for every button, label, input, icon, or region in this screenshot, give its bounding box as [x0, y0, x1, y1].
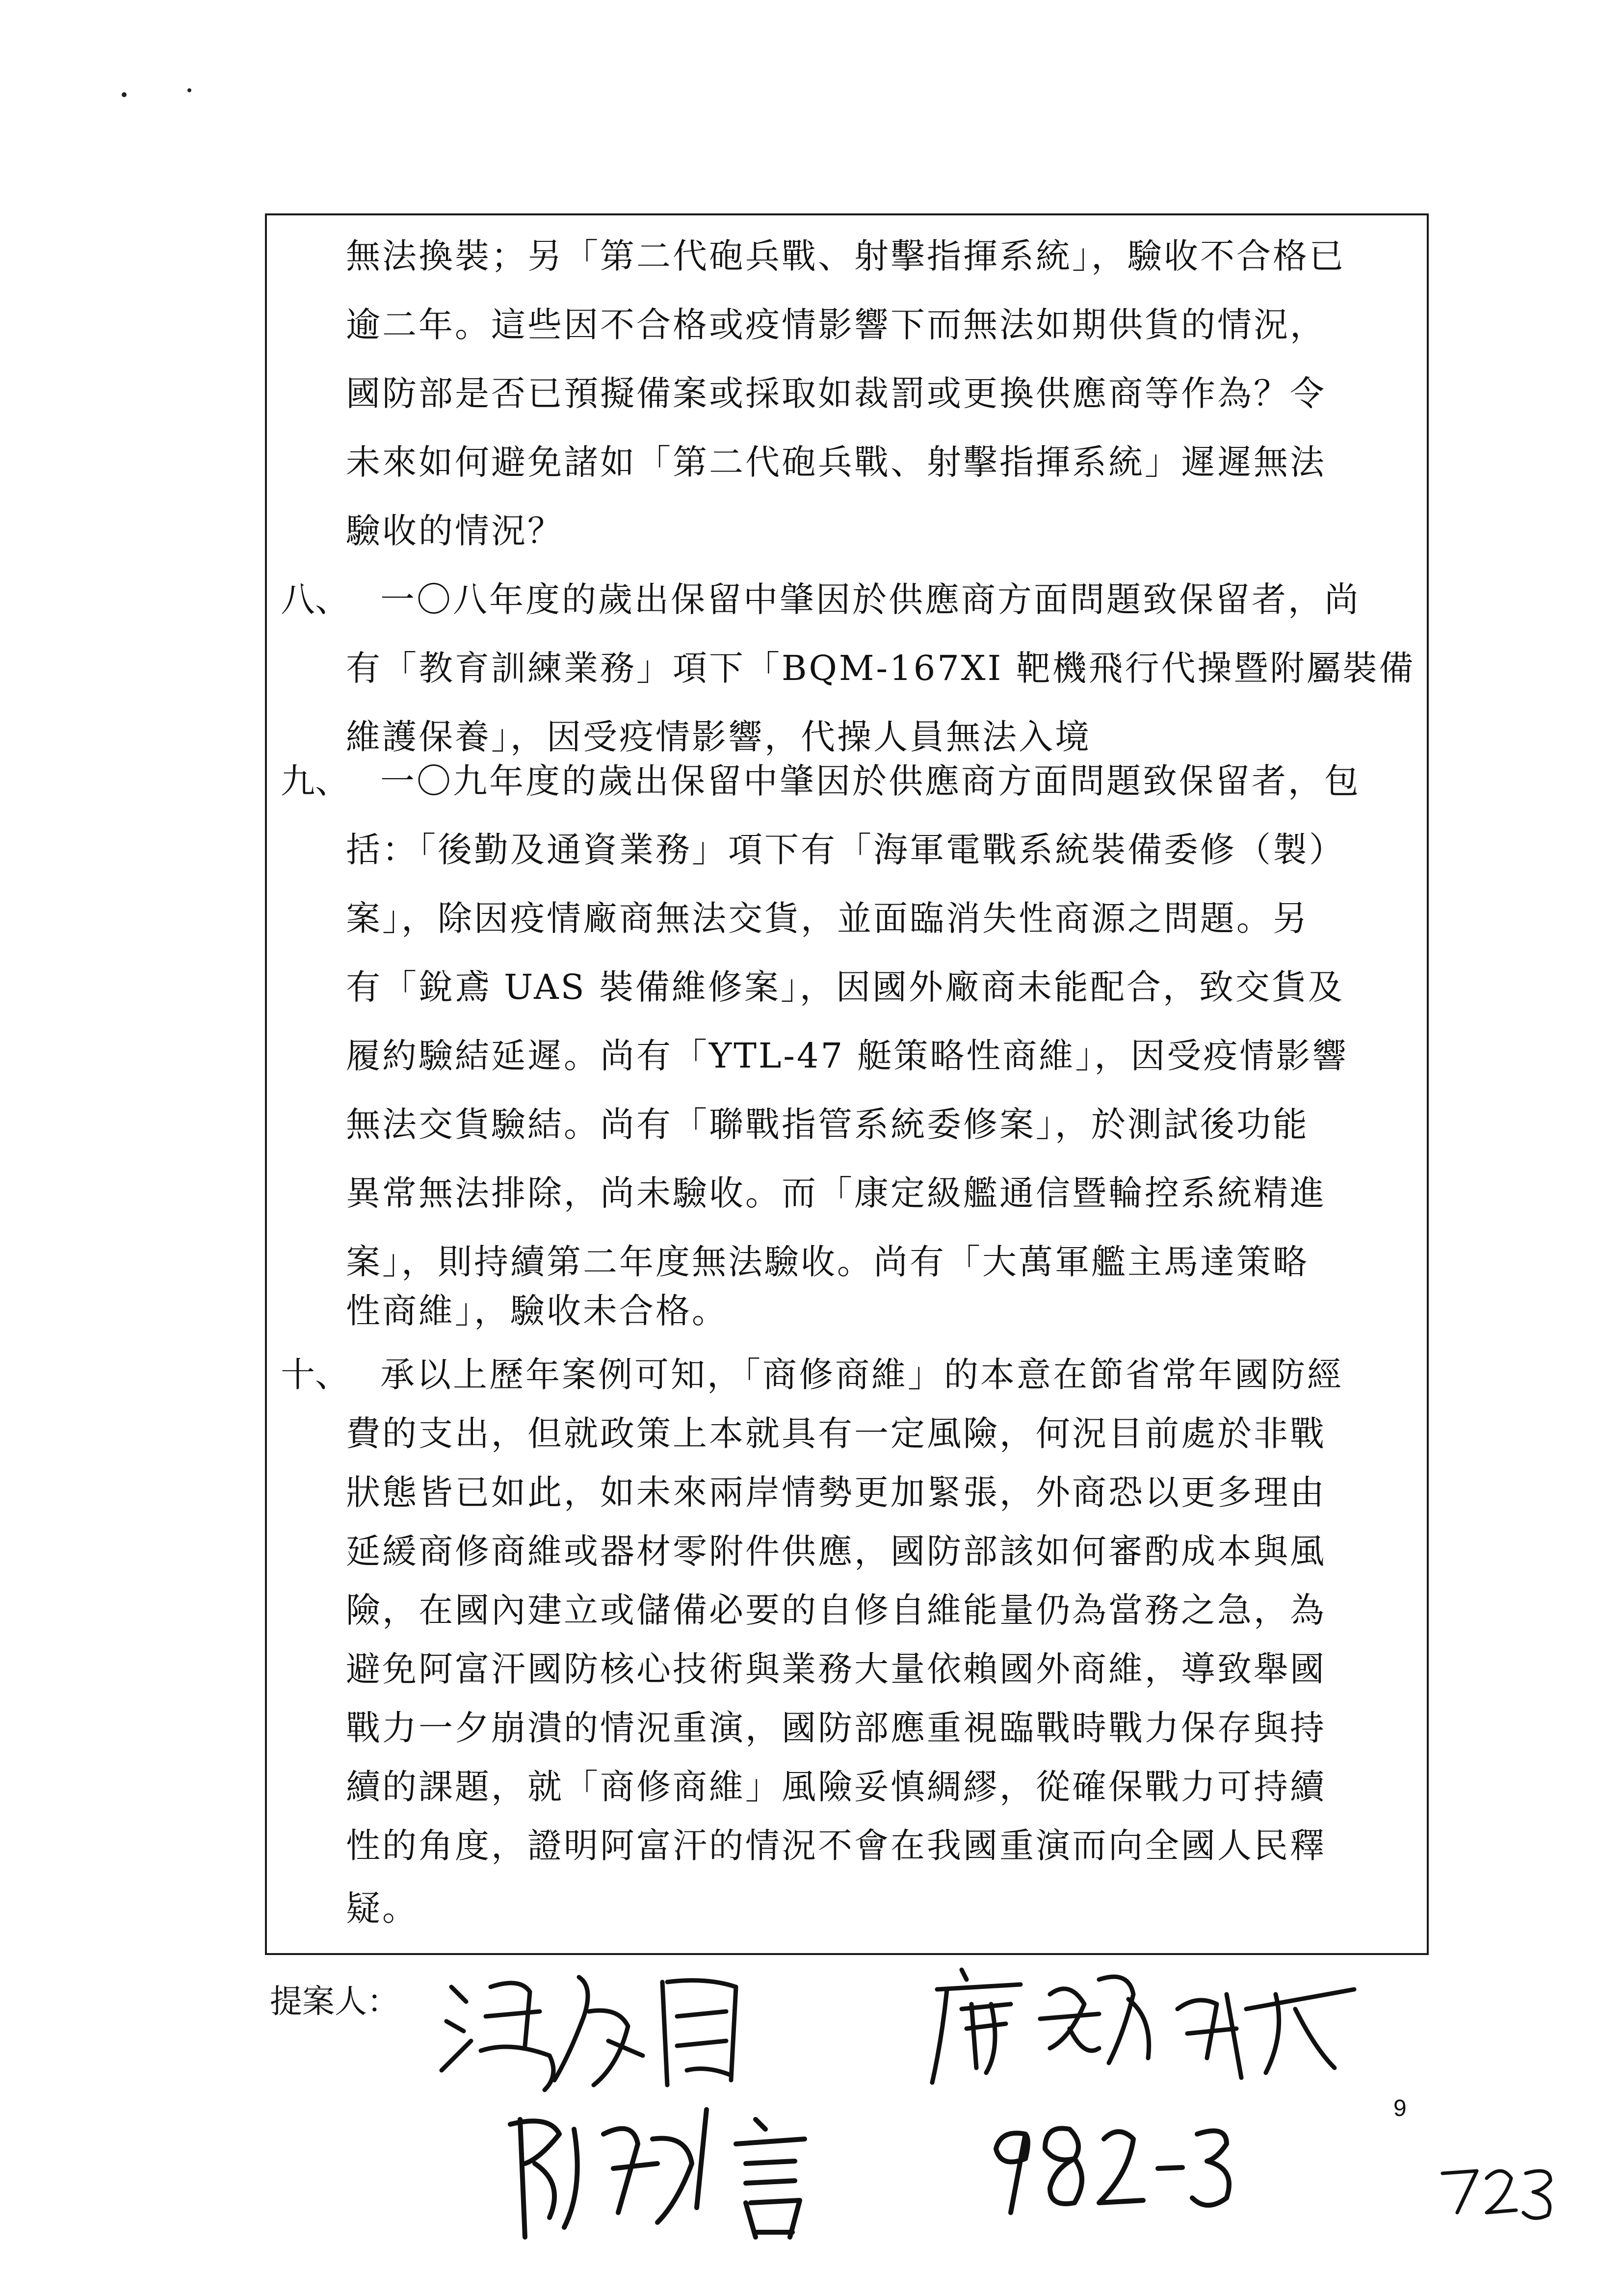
text-line: 性商維」，驗收未合格。 [346, 1291, 728, 1331]
text-line: 疑。 [346, 1888, 419, 1929]
text-line: 有「教育訓練業務」項下「BQM-167XI 靶機飛行代操暨附屬裝備 [346, 648, 1415, 688]
text-line: 維護保養」，因受疫情影響，代操人員無法入境 [346, 717, 1091, 757]
page-number: 9 [1393, 2095, 1407, 2121]
item-number: 九、 [281, 761, 349, 801]
text-line: 險，在國內建立或儲備必要的自修自維能量仍為當務之急，為 [346, 1590, 1326, 1630]
text-line: 一〇八年度的歲出保留中肇因於供應商方面問題致保留者，尚 [380, 579, 1361, 620]
handwritten-code [971, 2105, 1246, 2222]
text-line: 未來如何避免諸如「第二代砲兵戰、射擊指揮系統」遲遲無法 [346, 442, 1326, 482]
text-line: 異常無法排除，尚未驗收。而「康定級艦通信暨輪控系統精進 [346, 1173, 1326, 1213]
signature-2 [922, 1950, 1364, 2097]
scan-speck [187, 88, 191, 92]
text-line: 承以上歷年案例可知，「商修商維」的本意在節省常年國防經 [380, 1355, 1343, 1395]
text-line: 延緩商修商維或器材零附件供應，國防部該如何審酌成本與風 [346, 1531, 1326, 1571]
signature-3 [491, 2090, 893, 2247]
corner-code [1433, 2149, 1570, 2227]
scan-speck [122, 92, 127, 97]
text-line: 續的課題，就「商修商維」風險妥慎綢繆，從確保戰力可持續 [346, 1767, 1326, 1807]
item-number: 十、 [281, 1355, 349, 1395]
text-line: 避免阿富汗國防核心技術與業務大量依賴國外商維，導致舉國 [346, 1649, 1326, 1689]
text-line: 無法換裝；另「第二代砲兵戰、射擊指揮系統」，驗收不合格已 [346, 236, 1345, 276]
item-number: 八、 [281, 579, 349, 620]
signature-1 [432, 1957, 775, 2105]
text-line: 費的支出，但就政策上本就具有一定風險，何況目前處於非戰 [346, 1413, 1326, 1454]
text-line: 案」，則持續第二年度無法驗收。尚有「大萬軍艦主馬達策略 [346, 1242, 1309, 1282]
text-line: 案」，除因疫情廠商無法交貨，並面臨消失性商源之問題。另 [346, 898, 1309, 939]
text-line: 性的角度，證明阿富汗的情況不會在我國重演而向全國人民釋 [346, 1826, 1326, 1866]
text-line: 驗收的情況？ [346, 511, 564, 551]
text-line: 無法交貨驗結。尚有「聯戰指管系統委修案」，於測試後功能 [346, 1104, 1309, 1145]
text-line: 戰力一夕崩潰的情況重演，國防部應重視臨戰時戰力保存與持 [346, 1708, 1326, 1748]
text-line: 國防部是否已預擬備案或採取如裁罰或更換供應商等作為？令 [346, 373, 1326, 414]
text-line: 有「銳鳶 UAS 裝備維修案」，因國外廠商未能配合，致交貨及 [346, 967, 1344, 1007]
text-line: 一〇九年度的歲出保留中肇因於供應商方面問題致保留者，包 [380, 761, 1361, 801]
text-line: 狀態皆已如此，如未來兩岸情勢更加緊張，外商恐以更多理由 [346, 1472, 1326, 1513]
text-line: 逾二年。這些因不合格或疫情影響下而無法如期供貨的情況， [346, 305, 1326, 345]
proposer-label: 提案人： [270, 1983, 399, 2020]
text-line: 履約驗結延遲。尚有「YTL-47 艇策略性商維」，因受疫情影響 [346, 1036, 1349, 1076]
text-line: 括：「後勤及通資業務」項下有「海軍電戰系統裝備委修（製） [346, 830, 1345, 870]
